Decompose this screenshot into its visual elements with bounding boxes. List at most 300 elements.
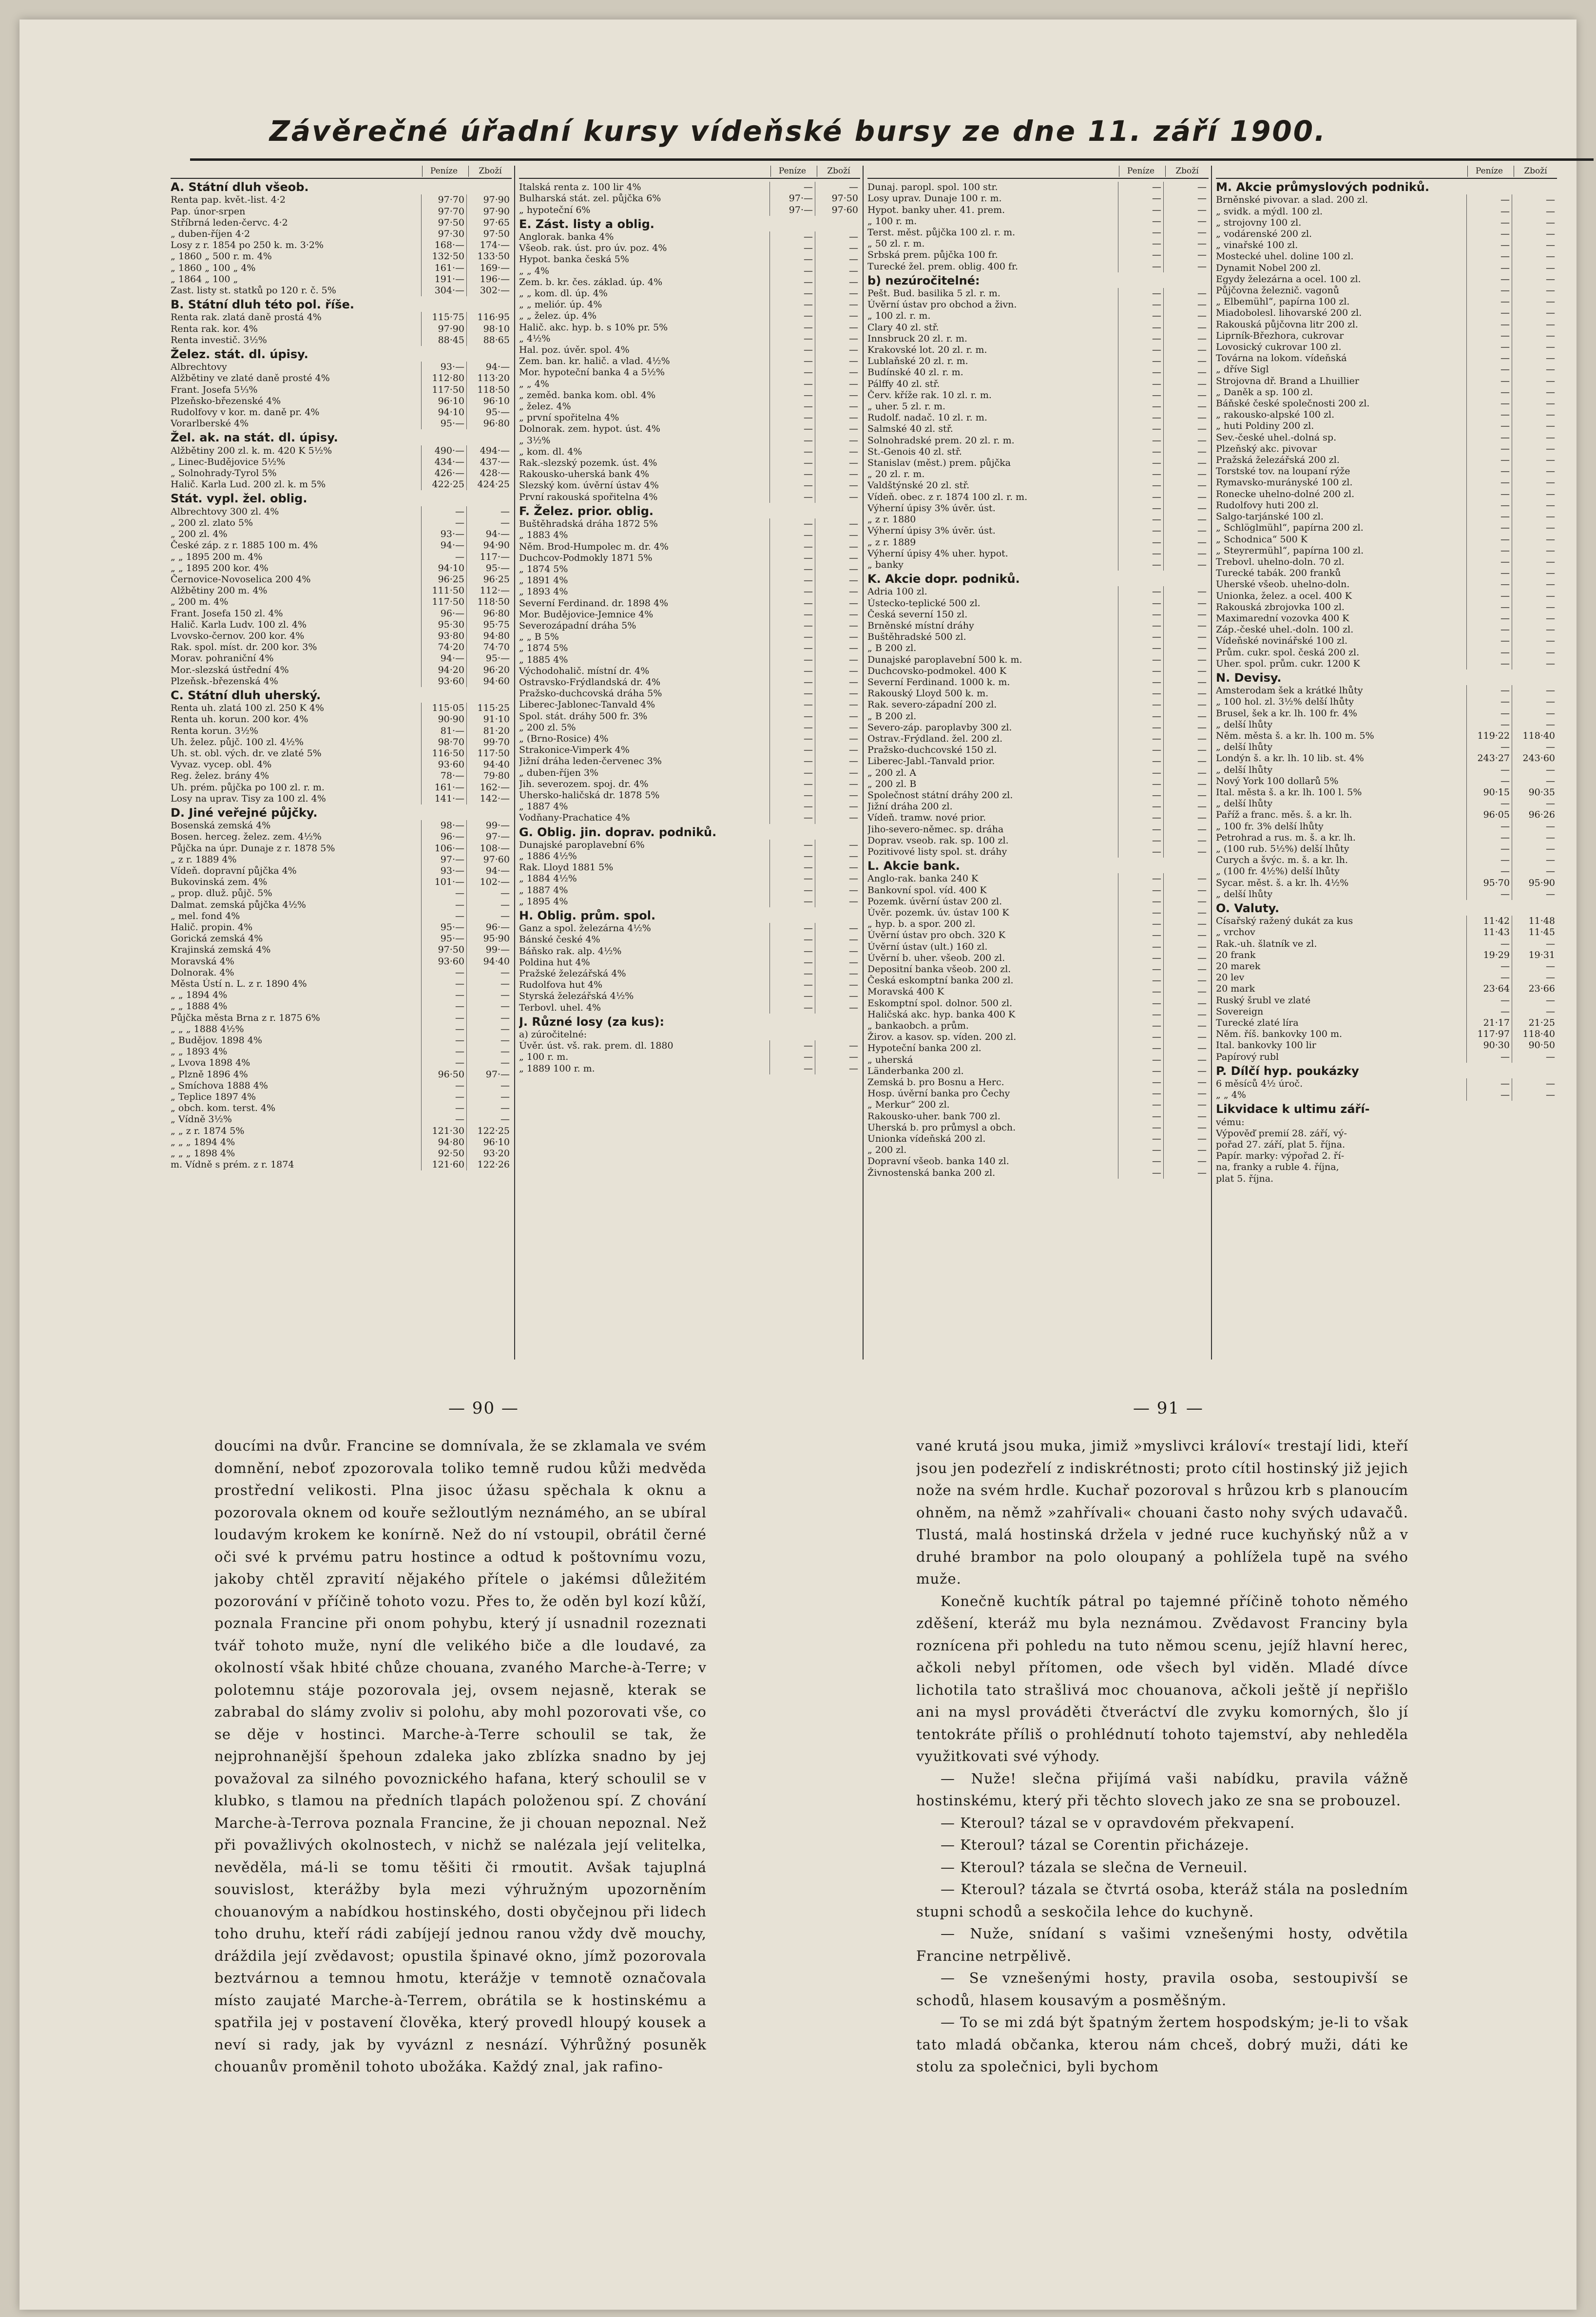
price-penize: 94·— — [421, 540, 466, 551]
quote-row — [867, 1077, 1209, 1088]
price-zbozi: 174·— — [466, 240, 512, 251]
security-name: Rakouská půjčovna litr 200 zl. — [1216, 319, 1358, 330]
price-zbozi: — — [1512, 568, 1557, 579]
price-zbozi: 96·26 — [1512, 809, 1557, 821]
security-name: Losy uprav. Dunaje 100 r. m. — [867, 193, 1002, 204]
quote-row — [1216, 1173, 1557, 1185]
security-name: „ z r. 1880 — [867, 514, 916, 525]
security-name: Hypoteční banka 200 zl. — [867, 1043, 981, 1054]
price-penize: — — [1466, 511, 1512, 522]
quote-row — [867, 1156, 1209, 1167]
price-penize: — — [769, 1063, 815, 1074]
security-name: Paříž a franc. měs. š. a kr. lh. — [1216, 809, 1352, 821]
price-penize: 94·20 — [421, 665, 466, 676]
quote-row — [1216, 1006, 1557, 1017]
price-penize: 93·80 — [421, 631, 466, 642]
quote-row — [867, 586, 1209, 597]
price-zbozi: — — [1163, 548, 1209, 559]
security-name: Krajinská zemská 4% — [171, 944, 271, 956]
story-paragraph: Konečně kuchtík pátral po tajemné příčině tohoto němého zděšení, kteráž mu byla neznámou. Zvědavost Franciny byla roznícena při pohledu na tuto němou scenu, jejíž hlavní herec, ačkoli nebyl přítomen, ode všech byl viděn. Mladé dívce lichotila tato strašlivá moc chouanova, ačkoli ještě jí nepřišlo ani na mysl prováděti čtveráctví dle zvyku komorných, šlo jí tentokráte příliš o prohlédnutí tohoto tajemství, aby nehleděla využitkovati své výhody. — [916, 1592, 1408, 1764]
security-name: „ 1860 „ 100 „ 4% — [171, 262, 256, 273]
quote-row — [867, 299, 1209, 310]
price-penize: — — [1118, 503, 1163, 514]
security-name: „ první spořitelna 4% — [519, 412, 619, 423]
security-name: „ 1891 4% — [519, 575, 568, 586]
security-name: Curych a švýc. m. š. a kr. lh. — [1216, 855, 1348, 866]
price-penize: — — [1466, 251, 1512, 262]
price-zbozi: — — [815, 862, 860, 873]
security-name: Miadobolesl. lihovarské 200 zl. — [1216, 307, 1362, 319]
price-zbozi: — — [1512, 296, 1557, 307]
price-zbozi: — — [1163, 790, 1209, 801]
price-zbozi: 98·10 — [466, 324, 512, 335]
price-zbozi: — — [1163, 846, 1209, 858]
price-penize: — — [1466, 342, 1512, 353]
section-title: Želez. stát. dl. úpisy. — [171, 347, 308, 362]
quote-row — [171, 407, 512, 418]
price-penize: — — [1118, 193, 1163, 204]
price-zbozi: — — [1163, 205, 1209, 216]
story-paragraph: — Nuže, snídaní s vašimi vznešenými hosty, odvětila Francine netrpělivě. — [916, 1925, 1408, 1964]
price-zbozi: — — [815, 620, 860, 632]
price-zbozi: — — [466, 1046, 512, 1057]
price-penize: — — [1466, 613, 1512, 624]
price-zbozi: 302·— — [466, 285, 512, 296]
price-penize: — — [1118, 1009, 1163, 1020]
security-name: „ 1874 5% — [519, 643, 568, 654]
quote-row — [171, 944, 512, 956]
quote-row — [519, 790, 860, 801]
price-zbozi: — — [466, 1114, 512, 1125]
price-penize: — — [1118, 873, 1163, 884]
security-name: „ 1860 „ 500 r. m. 4% — [171, 251, 272, 262]
quote-row — [1216, 708, 1557, 719]
price-penize: — — [769, 873, 815, 884]
security-name: vému: — [1216, 1116, 1245, 1128]
price-zbozi: — — [815, 979, 860, 991]
price-zbozi: — — [815, 851, 860, 862]
column-header — [519, 166, 860, 179]
security-name: „ „ „ 1898 4% — [171, 1148, 235, 1159]
security-name: Jižní dráha leden-červenec 3% — [519, 756, 662, 767]
column-divider — [1211, 166, 1212, 1360]
security-name: St.-Genois 40 zl. stř. — [867, 446, 962, 457]
quote-row — [171, 956, 512, 967]
price-zbozi: — — [466, 1103, 512, 1114]
quote-row — [519, 412, 860, 423]
security-name: Ostravsko-Frýdlandská dr. 4% — [519, 676, 661, 688]
price-penize: — — [769, 896, 815, 907]
price-zbozi: 243·60 — [1512, 753, 1557, 764]
quote-row — [867, 1020, 1209, 1032]
quote-row — [1216, 787, 1557, 798]
price-penize: 92·50 — [421, 1148, 466, 1159]
price-zbozi: 142·— — [466, 793, 512, 804]
quote-row — [519, 699, 860, 710]
column-header-penize: Peníze — [770, 166, 814, 177]
price-zbozi: 99·— — [466, 944, 512, 956]
price-penize: — — [1118, 390, 1163, 401]
security-name: Renta pap. květ.-list. 4·2 — [171, 194, 286, 206]
quote-row — [1216, 1052, 1557, 1063]
price-zbozi: — — [1512, 307, 1557, 319]
quote-row — [519, 812, 860, 823]
quote-row — [867, 182, 1209, 193]
quote-row — [867, 238, 1209, 249]
quote-column — [519, 166, 860, 1357]
price-penize: — — [1118, 514, 1163, 525]
price-zbozi: — — [466, 1013, 512, 1024]
security-name: Ital. města š. a kr. lh. 100 l. 5% — [1216, 786, 1362, 798]
price-zbozi: 122·25 — [466, 1126, 512, 1137]
price-penize: — — [769, 310, 815, 322]
security-name: Alžbětiny 200 zl. k. m. 420 K 5½% — [171, 445, 332, 456]
quote-row — [171, 1103, 512, 1114]
price-penize: — — [1466, 866, 1512, 877]
price-penize: — — [1118, 367, 1163, 378]
column-header-zbozi: Zboží — [817, 166, 860, 177]
quote-row — [1216, 776, 1557, 787]
quote-row — [519, 666, 860, 677]
security-name: Plzeňský akc. pivovar — [1216, 443, 1317, 454]
price-zbozi: — — [1512, 591, 1557, 602]
price-penize: 90·90 — [421, 714, 466, 725]
story-paragraph: — Kteroul? tázala se slečna de Verneuil. — [941, 1858, 1248, 1876]
quote-row — [171, 479, 512, 490]
security-name: Dunajské paroplavební 6% — [519, 839, 645, 850]
price-penize: — — [1118, 345, 1163, 356]
price-zbozi: — — [1512, 696, 1557, 708]
security-name: Gorická zemská 4% — [171, 933, 263, 944]
price-penize: — — [769, 722, 815, 733]
price-penize: 490·— — [421, 445, 466, 457]
quote-row — [1216, 398, 1557, 409]
security-name: Innsbruck 20 zl. r. m. — [867, 333, 967, 344]
security-name: „ Linec-Budějovice 5½% — [171, 456, 286, 467]
price-zbozi: — — [1163, 688, 1209, 699]
price-penize: — — [1118, 238, 1163, 249]
security-name: „ Vídně 3½% — [171, 1114, 232, 1125]
security-name: Ústecko-teplické 500 zl. — [867, 597, 981, 609]
security-name: „ 100 zl. r. m. — [867, 310, 931, 322]
security-name: Výherní úpisy 3% úvěr. úst. — [867, 525, 996, 536]
quote-row — [867, 733, 1209, 745]
price-penize: 112·80 — [421, 373, 466, 384]
security-name: Nový York 100 dollarů 5% — [1216, 775, 1339, 786]
quote-row — [1216, 1090, 1557, 1101]
price-penize: — — [1118, 609, 1163, 620]
security-name: Slezský kom. úvěrní ústav 4% — [519, 480, 659, 491]
price-penize: — — [769, 423, 815, 435]
security-name: m. Vídně s prém. z r. 1874 — [171, 1159, 294, 1170]
price-penize: — — [1466, 534, 1512, 545]
quote-row — [867, 722, 1209, 733]
price-penize: — — [1118, 299, 1163, 310]
price-penize: — — [769, 711, 815, 722]
security-name: Hypot. banky uher. 41. prem. — [867, 204, 1005, 215]
price-zbozi: — — [1163, 801, 1209, 812]
quote-row — [867, 824, 1209, 835]
quote-row — [171, 468, 512, 479]
quote-row — [1216, 635, 1557, 647]
security-name: „ prop. dluž. půjč. 5% — [171, 888, 272, 899]
quote-row — [171, 585, 512, 596]
quote-row — [519, 356, 860, 367]
price-penize: — — [1118, 654, 1163, 666]
security-name: „ „ 1894 4% — [171, 990, 228, 1001]
price-penize: 95·30 — [421, 619, 466, 631]
quote-row — [867, 216, 1209, 227]
security-name: Pozitivové listy spol. st. dráhy — [867, 846, 1007, 857]
quote-row — [171, 831, 512, 843]
price-penize: — — [1466, 843, 1512, 855]
security-name: Anglo-rak. banka 240 K — [867, 873, 979, 884]
quote-row — [867, 964, 1209, 975]
price-zbozi: 424·25 — [466, 479, 512, 490]
price-zbozi: — — [1163, 733, 1209, 745]
security-name: 20 marek — [1216, 961, 1261, 972]
quote-row — [171, 1046, 512, 1057]
quote-row — [867, 620, 1209, 632]
quote-row — [171, 418, 512, 429]
story-paragraph: doucími na dvůr. Francine se domnívala, že se zklamala ve svém domnění, neboť zpozorovala toliko temně rudou kůži medvěda prostřední velikosti. Plna jisoc úžasu spěchala k oknu a pozorovala oknem od kouře sežloutlým neznámého, an se ubíral loudavým krokem ke konírně. Než do ní vstoupil, obrátil černé oči své k prvému patru hostince a odtud k poštovnímu vozu, jakoby chtěl zpravití nějakého přítele o jakémsi důležitém pozorování v příčině tohoto vozu. Přes to, že oděn byl kozí kůží, poznala Francine při onom pohybu, který jí usnadnil rozeznati tvář tohoto muže, nyní dle velikého biče a dle loudavé, za okolností však hbité chůze chouana, zvaného Marche-à-Terre; v polotemnu stáje pozorovala jej, ovsem nejasně, kterak se zabrabal do slámy zvoliv si polohu, aby mohl pozorovati vše, co se děje v hostinci. Marche-à-Terre schoulil se tak, že nejprohnanější špehoun zdaleka jako zblízka snadno by jej považoval za silného povoznického hafana, který schoulil se v klubko, s tlamou na předních tlapách položenou spí. Z chování Marche-à-Terrova poznala Francine, že ji chouan nepoznal. Než při považlivých okolnostech, v nichž se nalézala její velitelka, nevěděla, má-li se tomu těšiti či rmoutit. Avšak tajuplná souvislost, kterážby byla mezi výhružným upozorněním chouanovým a nabídkou hostinského, dosti obyčejnou při lidech toho druhu, kteří rádi zabíjejí jednou ranou vždy dvě mouchy, dráždila její zvědavost; opustila špinavé okno, jímž pozorovala beztvárnou a temnou hmotu, kterážje v temnotě označovala místo zaujaté Marche-à-Terrem, obrátila se k hostinskému a spatřila jej v postavení člověka, který provedl hloupý kousek a neví si rady, jak by vyváznl z nesnází. Výhrůžný posuněk chouanův proměnil tohoto ubožáka. Každý znal, jak rafino- — [214, 1437, 707, 2075]
security-name: Anglorak. banka 4% — [519, 231, 614, 243]
security-name: Rakouský Lloyd 500 k. m. — [867, 688, 989, 699]
quote-row — [171, 574, 512, 585]
security-name: „ vrchov — [1216, 927, 1255, 938]
price-zbozi: 19·31 — [1512, 950, 1557, 961]
price-penize: — — [1118, 1133, 1163, 1145]
security-name: Unionka vídeňská 200 zl. — [867, 1133, 986, 1145]
quote-row — [867, 998, 1209, 1009]
quote-row — [1216, 927, 1557, 938]
security-name: „ bankaobch. a prům. — [867, 1020, 969, 1032]
price-zbozi: — — [1512, 330, 1557, 342]
price-zbozi: — — [1512, 477, 1557, 488]
quote-row — [171, 1091, 512, 1103]
column-header — [1216, 166, 1557, 179]
quote-row — [171, 540, 512, 551]
security-name: Červ. kříže rak. 10 zl. r. m. — [867, 389, 992, 401]
quote-row — [1216, 307, 1557, 319]
price-zbozi: — — [1512, 511, 1557, 522]
price-penize: — — [769, 677, 815, 688]
security-name: „ hypoteční 6% — [519, 204, 591, 215]
security-name: Něm. říš. bankovky 100 m. — [1216, 1029, 1343, 1040]
quote-row — [171, 843, 512, 854]
price-penize: — — [1466, 455, 1512, 466]
price-zbozi: — — [815, 598, 860, 609]
price-zbozi: — — [1512, 1052, 1557, 1063]
security-name: „ „ 1895 200 m. 4% — [171, 551, 263, 562]
price-penize: — — [1118, 1077, 1163, 1088]
price-penize: 93·60 — [421, 676, 466, 687]
quote-row — [1216, 263, 1557, 274]
section-title: F. Želez. prior. oblig. — [519, 504, 654, 518]
price-zbozi: — — [1163, 1168, 1209, 1179]
quote-row — [519, 530, 860, 541]
price-zbozi: — — [1163, 975, 1209, 986]
price-penize: 21·17 — [1466, 1017, 1512, 1029]
section-title: Likvidace k ultimu září- — [1216, 1102, 1370, 1116]
price-penize: — — [769, 1040, 815, 1052]
security-name: Pešt. Bud. basilika 5 zl. r. m. — [867, 288, 1000, 299]
price-zbozi: 118·50 — [466, 596, 512, 608]
security-name: „ „ 1888 4% — [171, 1001, 228, 1012]
price-zbozi: — — [1163, 930, 1209, 941]
quote-row — [1216, 511, 1557, 522]
price-penize: — — [1118, 356, 1163, 367]
price-penize: — — [1466, 1006, 1512, 1017]
price-penize: — — [769, 530, 815, 541]
price-zbozi: — — [815, 643, 860, 654]
security-name: Styrská železářská 4½% — [519, 991, 634, 1002]
security-name: Zem. b. kr. čes. základ. úp. 4% — [519, 276, 663, 287]
security-name: „ „ želez. úp. 4% — [519, 310, 597, 322]
quote-row — [171, 1024, 512, 1035]
price-penize: — — [1466, 889, 1512, 900]
price-zbozi: — — [1512, 274, 1557, 285]
quote-row — [1216, 878, 1557, 889]
quote-row — [171, 217, 512, 229]
price-zbozi: — — [466, 1057, 512, 1069]
security-name: Losy na uprav. Tisy za 100 zl. 4% — [171, 793, 326, 804]
price-zbozi: — — [815, 553, 860, 564]
quote-row — [1216, 832, 1557, 843]
security-name: „ hyp. b. a spor. 200 zl. — [867, 919, 976, 930]
quote-row — [519, 851, 860, 862]
quote-row — [867, 835, 1209, 846]
quote-row — [867, 907, 1209, 919]
price-zbozi: — — [1163, 1111, 1209, 1122]
price-penize: — — [1466, 307, 1512, 319]
price-penize: 94·10 — [421, 563, 466, 574]
price-zbozi: — — [1512, 708, 1557, 719]
price-zbozi: 11·45 — [1512, 927, 1557, 938]
quote-row — [867, 401, 1209, 412]
security-name: „ strojovny 100 zl. — [1216, 217, 1302, 228]
quote-row — [1216, 556, 1557, 568]
price-penize: — — [1118, 919, 1163, 930]
security-name: Rakouská zbrojovka 100 zl. — [1216, 601, 1345, 613]
price-penize: — — [1466, 296, 1512, 307]
security-name: „ rakousko-alpské 100 zl. — [1216, 409, 1335, 421]
price-zbozi: — — [1512, 217, 1557, 229]
price-zbozi: — — [1163, 824, 1209, 835]
price-penize: — — [1466, 647, 1512, 658]
price-penize: — — [769, 643, 815, 654]
quote-row — [867, 941, 1209, 953]
quote-row — [867, 779, 1209, 790]
price-zbozi: — — [1163, 310, 1209, 322]
price-penize: — — [1118, 812, 1163, 823]
security-name: Papír. marky: výpořad 2. ří- — [1216, 1150, 1345, 1162]
quote-row — [867, 525, 1209, 536]
security-name: „ „ 4% — [519, 378, 549, 389]
security-name: 20 frank — [1216, 949, 1256, 960]
price-zbozi: — — [1512, 1078, 1557, 1090]
security-name: Brněnské pivovar. a slad. 200 zl. — [1216, 194, 1368, 206]
quote-row — [1216, 798, 1557, 809]
price-zbozi: 118·40 — [1512, 730, 1557, 742]
price-penize: — — [1118, 423, 1163, 435]
price-penize: — — [769, 469, 815, 480]
security-name: Báňské české společnosti 200 zl. — [1216, 398, 1370, 409]
quote-row — [519, 733, 860, 745]
security-name: Papírový rubl — [1216, 1051, 1279, 1062]
quote-row — [1216, 319, 1557, 330]
price-penize: — — [769, 1052, 815, 1063]
price-penize: — — [769, 322, 815, 333]
security-name: „ obch. kom. terst. 4% — [171, 1103, 276, 1114]
price-penize: — — [1118, 975, 1163, 986]
security-name: Moravská 400 K — [867, 986, 944, 997]
price-zbozi: 94·40 — [466, 956, 512, 967]
section-title: M. Akcie průmyslových podniků. — [1216, 180, 1430, 194]
security-name: Něm. města š. a kr. lh. 100 m. 5% — [1216, 730, 1374, 741]
price-penize: — — [1466, 398, 1512, 409]
price-zbozi: — — [1163, 812, 1209, 823]
quote-row — [171, 1114, 512, 1125]
price-penize: — — [1118, 401, 1163, 412]
price-penize: — — [769, 957, 815, 968]
price-penize: — — [769, 182, 815, 193]
security-name: „ uher. 5 zl. r. m. — [867, 401, 946, 412]
security-name: Srbská prem. půjčka 100 fr. — [867, 249, 998, 261]
price-penize: — — [421, 1114, 466, 1125]
quote-row — [1216, 730, 1557, 742]
price-zbozi: — — [466, 1001, 512, 1012]
quote-row — [867, 812, 1209, 823]
price-zbozi: 97·— — [466, 1069, 512, 1080]
price-penize: — — [769, 356, 815, 367]
quote-row — [171, 274, 512, 285]
price-penize: — — [769, 345, 815, 356]
quote-row — [171, 596, 512, 608]
price-zbozi: — — [815, 767, 860, 779]
quote-row — [519, 923, 860, 934]
price-penize: — — [1118, 310, 1163, 322]
quote-row — [171, 619, 512, 631]
price-zbozi: — — [1163, 193, 1209, 204]
security-name: „ 1886 4½% — [519, 850, 577, 862]
price-zbozi: — — [1163, 654, 1209, 666]
price-penize: — — [1466, 591, 1512, 602]
price-penize: — — [1118, 733, 1163, 745]
security-name: Haličská akc. hyp. banka 400 K — [867, 1009, 1016, 1020]
price-penize: — — [421, 900, 466, 911]
price-zbozi: 437·— — [466, 457, 512, 468]
price-zbozi: — — [1163, 941, 1209, 953]
price-zbozi: — — [1163, 1122, 1209, 1133]
price-penize: — — [1466, 776, 1512, 787]
price-penize: — — [1466, 624, 1512, 635]
security-name: „ zeměd. banka kom. obl. 4% — [519, 389, 656, 401]
security-name: Ital. bankovky 100 lir — [1216, 1040, 1316, 1051]
price-zbozi: — — [815, 699, 860, 710]
security-name: Sovereign — [1216, 1006, 1264, 1017]
price-penize: — — [769, 790, 815, 801]
quote-row — [519, 598, 860, 609]
price-penize: — — [1118, 824, 1163, 835]
price-penize: — — [769, 598, 815, 609]
quote-row — [519, 243, 860, 254]
price-zbozi: — — [815, 277, 860, 288]
quote-row — [867, 846, 1209, 858]
security-name: „ delší lhůty — [1216, 798, 1273, 809]
quote-row — [867, 261, 1209, 272]
price-zbozi: 90·35 — [1512, 787, 1557, 798]
